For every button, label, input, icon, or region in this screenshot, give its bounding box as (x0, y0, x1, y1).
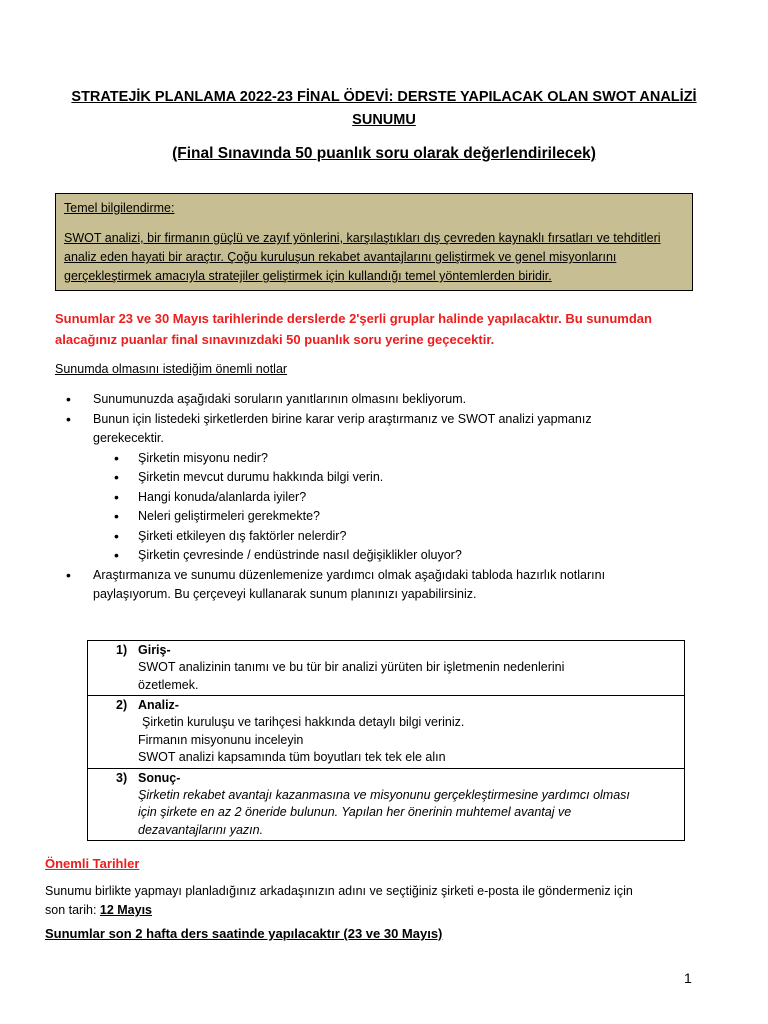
dates-heading: Önemli Tarihler (45, 856, 140, 871)
title-line-2: SUNUMU (352, 112, 416, 128)
sub-list-item (66, 527, 706, 547)
section-title: Giriş- (138, 643, 171, 657)
presentation-schedule: Sunumlar son 2 hafta ders saatinde yapılacaktır (23 ve 30 Mayıs) (45, 926, 443, 941)
announcement-line-1: Sunumlar 23 ve 30 Mayıs tarihlerinde derslerde 2'şerli gruplar halinde yapılacaktır. Bu sunumdan (55, 311, 652, 326)
sub-list-item-text: Şirketin misyonu nedir? (138, 450, 268, 465)
section-text: özetlemek. (138, 677, 199, 692)
section-text: dezavantajlarını yazın. (138, 822, 264, 837)
info-box-line: analiz eden hayati bir araçtır. Çoğu kuruluşun rekabet avantajlarını geliştirmek ve genel misyonlarını (64, 250, 617, 264)
dates-text: son tarih: (45, 903, 100, 917)
list-item-text: • Bunun için listedeki şirketlerden birine karar verip araştırmanız ve SWOT analizi yapmanız (93, 411, 592, 426)
section-text: Şirketin rekabet avantajı kazanmasına ve misyonunu gerçekleştirmesine yardımcı olması (138, 787, 630, 802)
dates-text: Sunumu birlikte yapmayı planladığınız arkadaşınızın adını ve seçtiğiniz şirketi e-posta ile göndermeniz için (45, 884, 633, 898)
title-line-1: STRATEJİK PLANLAMA 2022-23 FİNAL ÖDEVİ: DERSTE YAPILACAK OLAN SWOT ANALİZİ (71, 89, 697, 105)
sub-list-item-text: Hangi konuda/alanlarda iyiler? (138, 489, 307, 504)
list-item (66, 566, 706, 605)
document-subtitle: (Final Sınavında 50 puanlık soru olarak değerlendirilecek) (172, 145, 596, 162)
deadline-date: 12 Mayıs (99, 903, 153, 917)
section-number: 3) (116, 770, 128, 785)
section-text: Firmanın misyonunu inceleyin (138, 732, 304, 747)
dates-paragraph (45, 882, 725, 920)
info-box-line: SWOT analizi, bir firmanın güçlü ve zayıf yönlerini, karşılaştıkları dış çevreden kaynaklı fırsatları ve tehditleri (64, 231, 661, 245)
sub-list-item-text: Şirketi etkileyen dış faktörler nelerdir? (138, 528, 347, 543)
section-text: SWOT analizi kapsamında tüm boyutları tek tek ele alın (138, 750, 446, 764)
document-title (40, 86, 728, 132)
sub-list-item (66, 546, 706, 566)
section-title: Sonuç- (138, 770, 181, 785)
section-heading (96, 642, 676, 659)
info-box-line: gerçekleştirmek amacıyla stratejiler geliştirmek için kullandığı temel yöntemlerden biridir. (64, 269, 552, 283)
notes-heading: Sunumda olmasını istediğim önemli notlar (55, 362, 288, 376)
list-item-text: gerekecektir. (93, 431, 164, 445)
section-number: 1) (116, 643, 128, 657)
page-number: 1 (684, 970, 692, 986)
list-item-text: paylaşıyorum. Bu çerçeveyi kullanarak sunum planınızı yapabilirsiniz. (93, 587, 477, 601)
list-item-text: • Araştırmanıza ve sunumu düzenlemenize yardımcı olmak aşağıdaki tabloda hazırlık notlarını (93, 567, 606, 582)
section-text: SWOT analizinin tanımı ve bu tür bir analizi yürüten bir işletmenin nedenlerini (138, 660, 565, 674)
list-item-text: Sunumunuzda aşağıdaki soruların yanıtlarının olmasını bekliyorum. (93, 392, 467, 406)
table-row (88, 641, 684, 695)
sub-list-item-text: Şirketin çevresinde / endüstrinde nasıl değişiklikler oluyor? (138, 548, 462, 562)
list-item (66, 390, 706, 410)
section-title: Analiz- (138, 698, 179, 712)
announcement (55, 308, 715, 350)
sub-list-item-text: Şirketin mevcut durumu hakkında bilgi verin. (138, 470, 384, 484)
table-row (88, 695, 684, 768)
section-text: için şirkete en az 2 öneride bulunun. Yapılan her önerinin muhtemel avantaj ve (138, 805, 572, 819)
info-box-text (64, 229, 684, 286)
table-row (88, 768, 684, 841)
section-text: Şirketin kuruluşu ve tarihçesi hakkında detaylı bilgi veriniz. (142, 715, 465, 729)
sub-list-item (66, 449, 706, 469)
sub-list-item-text: Neleri geliştirmeleri gerekmekte? (138, 509, 321, 523)
sub-list-item (66, 507, 706, 527)
dates-deadline-line (45, 901, 725, 920)
info-box-heading: Temel bilgilendirme: (64, 201, 175, 215)
sub-list-item (66, 488, 706, 508)
announcement-line-2: alacağınız puanlar final sınavınızdaki 50 puanlık soru yerine geçecektir. (55, 332, 495, 347)
section-number: 2) (116, 698, 128, 712)
list-item (66, 410, 706, 449)
presentation-plan-table (87, 640, 685, 841)
section-heading (96, 697, 676, 714)
sub-list-item (66, 468, 706, 488)
info-box (55, 193, 693, 291)
notes-list (66, 390, 706, 605)
section-heading (96, 770, 676, 787)
